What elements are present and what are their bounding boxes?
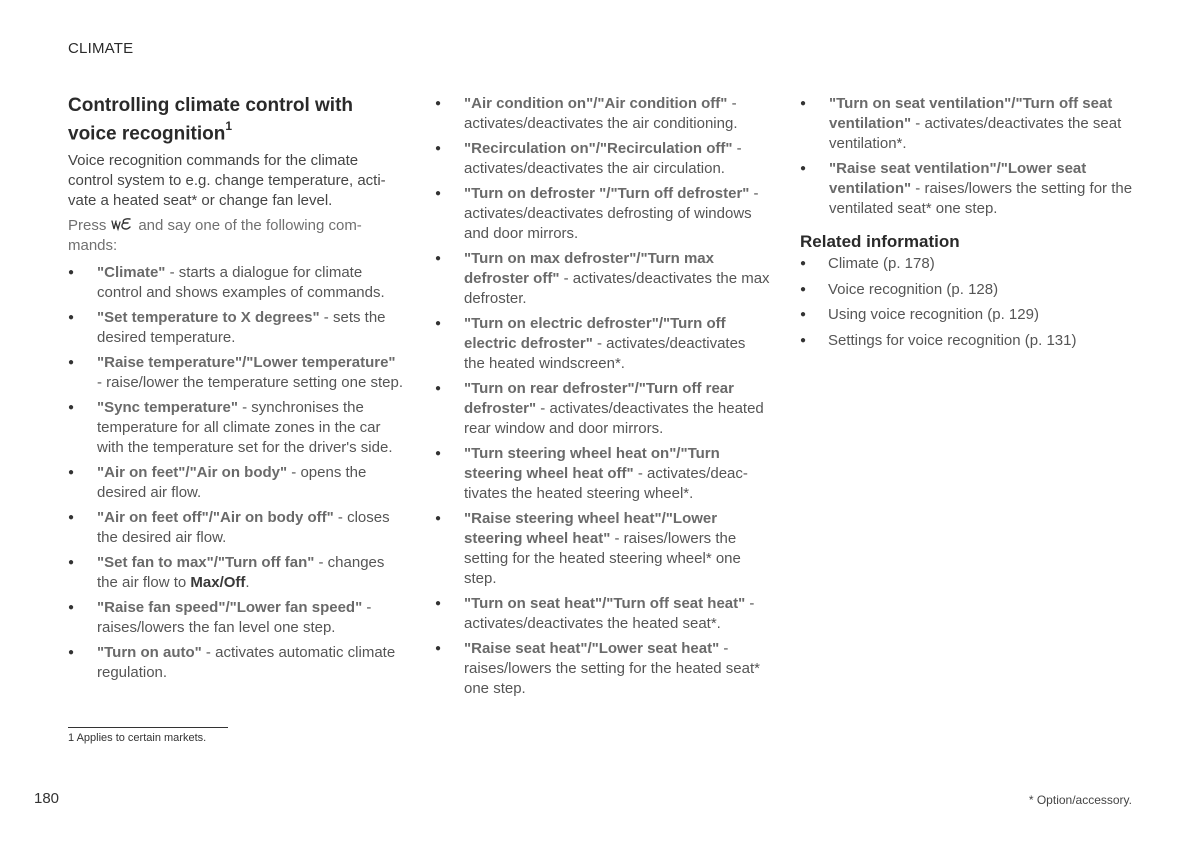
command-item (68, 353, 403, 393)
voice-command: "Climate" (97, 264, 166, 282)
page-number: 180 (34, 790, 60, 807)
command-item (800, 159, 1140, 219)
command-item (435, 94, 770, 134)
voice-command: "Air on feet"/"Air on body" (97, 464, 288, 482)
command-list-left (68, 263, 403, 683)
command-description: - activates automatic climate regulation. (97, 644, 396, 682)
column-left (68, 94, 403, 688)
command-description: - activates/deactivates defrosting of windows and door mirrors. (464, 185, 759, 242)
voice-command: "Turn on seat ventilation"/"Turn off seat ventilation" (829, 95, 1113, 132)
press-instruction (68, 215, 403, 256)
related-link[interactable]: ● Voice recognition (p. 128) (800, 280, 1140, 300)
command-item (435, 139, 770, 179)
command-description: - activates/deactivates the heated rear window and door mirrors. (464, 400, 764, 437)
command-item (68, 308, 403, 348)
voice-command: "Turn on electric defroster"/"Turn off electric defroster" (464, 315, 726, 352)
command-list-middle (435, 94, 770, 699)
command-item (68, 598, 403, 638)
command-description: - raise/lower the temperature setting one step. (97, 374, 403, 392)
command-description: - synchronises the temperature for all climate zones in the car with the temperature set for the driver's side. (97, 399, 393, 457)
column-middle (435, 94, 770, 704)
related-link[interactable]: ● Settings for voice recognition (p. 131) (800, 331, 1140, 351)
press-text-after: and say one of the following com- mands: (68, 217, 362, 255)
voice-command: "Sync temperature" (97, 399, 238, 417)
related-link[interactable]: ● Climate (p. 178) (800, 254, 1140, 274)
command-description: - activates/deactivates the seat ventilation*. (829, 115, 1122, 152)
voice-command: "Turn steering wheel heat on"/"Turn steering wheel heat off" (464, 445, 720, 482)
command-description: - activates/deactivates the heated seat*. (464, 595, 755, 632)
command-list-right (800, 94, 1140, 219)
command-description: - raises/lowers the fan level one step. (97, 599, 372, 637)
command-description: - sets the desired temperature. (97, 309, 386, 347)
related-info-heading: Related information (800, 232, 960, 251)
voice-command: "Air condition on"/"Air condition off" (464, 95, 728, 112)
command-item (435, 444, 770, 504)
footnote-rule (68, 727, 228, 728)
command-item (435, 249, 770, 309)
command-item (435, 314, 770, 374)
page-title (68, 94, 403, 145)
command-item (435, 509, 770, 589)
command-item (435, 639, 770, 699)
command-description: - changes the air flow to (97, 554, 385, 592)
command-description: - activates/deactivates the air circulation. (464, 140, 742, 177)
voice-command: "Raise seat heat"/"Lower seat heat" (464, 640, 720, 657)
press-text: Press (68, 217, 107, 235)
voice-recognition-icon (110, 215, 132, 233)
command-description: - opens the desired air flow. (97, 464, 367, 502)
command-description: - raises/lowers the setting for the ventilated seat* one step. (829, 180, 1133, 217)
command-description: - activates/deac- tivates the heated steering wheel*. (464, 465, 748, 502)
voice-command: "Turn on auto" (97, 644, 202, 662)
command-item (68, 263, 403, 303)
command-item (68, 463, 403, 503)
command-description: - raises/lowers the setting for the heated seat* one step. (464, 640, 761, 697)
voice-command: "Raise fan speed"/"Lower fan speed" (97, 599, 363, 617)
voice-command: "Turn on seat heat"/"Turn off seat heat" (464, 595, 746, 612)
command-description: - raises/lowers the setting for the heated steering wheel* one step. (464, 530, 741, 587)
voice-command: "Recirculation on"/"Recirculation off" (464, 140, 733, 157)
command-item (800, 94, 1140, 154)
voice-command: "Turn on defroster "/"Turn off defroster" (464, 185, 750, 202)
command-item (68, 398, 403, 458)
command-item (435, 379, 770, 439)
command-item (68, 508, 403, 548)
accessory-note: * Option/accessory. (1028, 793, 1132, 807)
command-description: - activates/deactivates the air conditioning. (464, 95, 738, 132)
page-title-text: Controlling climate control with voice recognition (68, 95, 353, 145)
related-link[interactable]: ● Using voice recognition (p. 129) (800, 305, 1140, 325)
command-description: - activates/deactivates the heated windscreen*. (464, 335, 746, 372)
command-description-tail: . (245, 574, 250, 592)
command-item (435, 594, 770, 634)
setting-keyword: Max/Off (190, 574, 246, 592)
voice-command: "Raise steering wheel heat"/"Lower steering wheel heat" (464, 510, 718, 547)
footnote: 1 Applies to certain markets. (68, 732, 207, 744)
voice-command: "Air on feet off"/"Air on body off" (97, 509, 334, 527)
related-info-list (800, 254, 1140, 351)
command-description: - starts a dialogue for climate control and shows examples of commands. (97, 264, 385, 302)
command-description: - closes the desired air flow. (97, 509, 390, 547)
voice-command: "Turn on rear defroster"/"Turn off rear defroster" (464, 380, 734, 417)
section-header: CLIMATE (68, 40, 134, 57)
command-item (68, 553, 403, 593)
command-item (68, 643, 403, 683)
intro-paragraph: Voice recognition commands for the climate control system to e.g. change temperature, acti- vate a heated seat* or change fan level. (68, 152, 386, 210)
voice-command: "Turn on max defroster"/"Turn max defroster off" (464, 250, 714, 287)
voice-command: "Set temperature to X degrees" (97, 309, 320, 327)
command-description: - activates/deactivates the max defroster. (464, 270, 770, 307)
command-item (435, 184, 770, 244)
footnote-marker: 1 (225, 119, 232, 133)
voice-command: "Raise seat ventilation"/"Lower seat ventilation" (829, 160, 1087, 197)
voice-command: "Raise temperature"/"Lower temperature" (97, 354, 396, 372)
voice-command: "Set fan to max"/"Turn off fan" (97, 554, 315, 572)
column-right (800, 94, 1140, 356)
